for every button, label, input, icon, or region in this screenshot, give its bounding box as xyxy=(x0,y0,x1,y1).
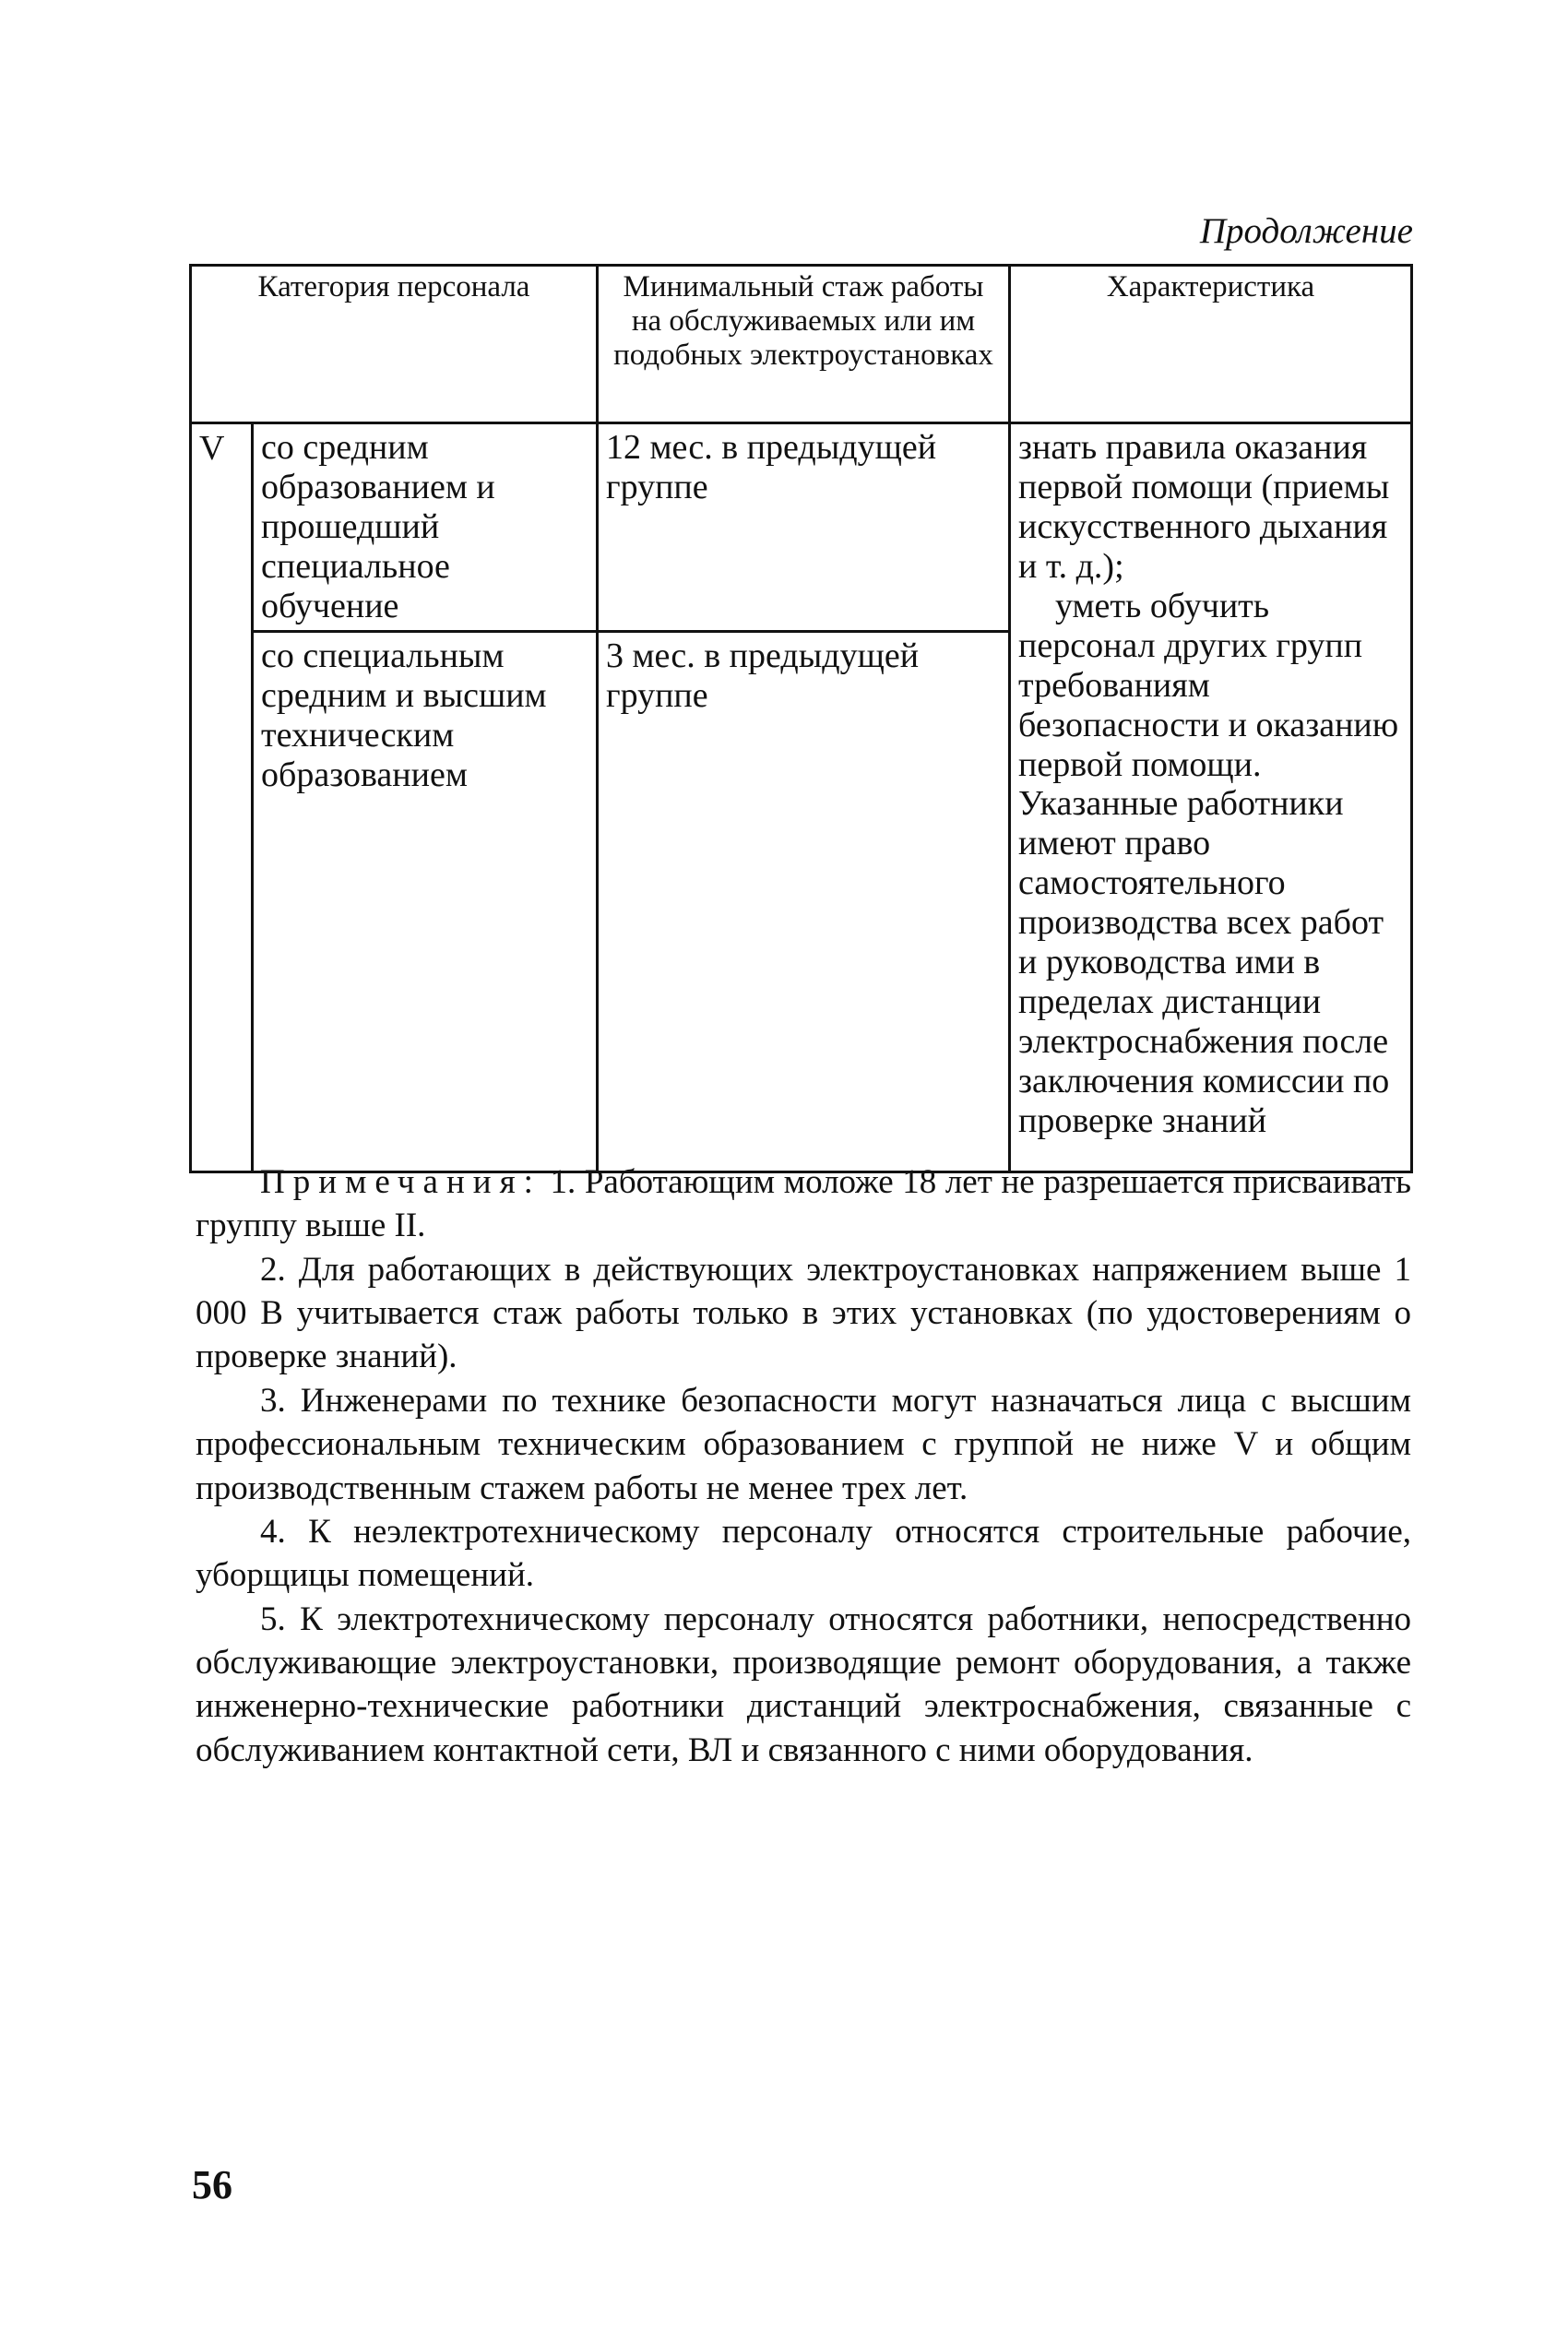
header-category: Категория персонала xyxy=(191,266,598,423)
characteristic-part-1: знать правила оказания первой помощи (приемы искусственного дыхания и т. д.); xyxy=(1018,428,1390,586)
note-item: 5. К электротехническому персоналу относятся работники, непосредственно обслуживающие электроустановки, производящие ремонт оборудования, а также инженерно-технические работники дистанций электроснабжения, связанные с обслуживанием контактной сети, ВЛ и связанного с ними оборудования. xyxy=(196,1600,1411,1769)
note-item: 3. Инженерами по технике безопасности могут назначаться лица с высшим профессиональным техническим образованием с группой не ниже V и общим производственным стажем работы не менее трех лет. xyxy=(196,1381,1411,1507)
personnel-table xyxy=(189,264,1413,1173)
characteristic-cell xyxy=(1010,423,1412,1172)
category-cell: со средним образованием и прошедший специальное обучение xyxy=(253,423,598,632)
group-number: V xyxy=(191,423,253,1172)
characteristic-part-2: уметь обучить персонал других групп требованиям безопасности и оказанию первой помощи. Указанные работники имеют право самостоятельного производства всех работ и руководства ими в пределах дистанции электроснабжения после заключения комиссии по проверке знаний xyxy=(1018,586,1399,1140)
category-cell: со специальным средним и высшим техническим образованием xyxy=(253,631,598,1171)
page-number: 56 xyxy=(192,2162,232,2207)
header-experience: Минимальный стаж работы на обслуживаемых или им подобных электроустановках xyxy=(598,266,1010,423)
table-row xyxy=(191,423,1412,632)
experience-cell: 12 мес. в предыдущей группе xyxy=(598,423,1010,632)
header-characteristic: Характеристика xyxy=(1010,266,1412,423)
table-header-row xyxy=(191,266,1412,423)
notes-section xyxy=(196,1160,1411,1772)
note-item: 4. К неэлектротехническому персоналу относятся строительные рабочие, уборщицы помещений. xyxy=(196,1512,1411,1595)
note-text: 1. Работающим моложе 18 лет не разрешается присваивать группу выше II. xyxy=(196,1163,1411,1245)
experience-cell: 3 мес. в предыдущей группе xyxy=(598,631,1010,1171)
note-item xyxy=(196,1160,1411,1248)
notes-label: Примечания: xyxy=(260,1163,541,1201)
note-item: 2. Для работающих в действующих электроустановках напряжением выше 1 000 В учитывается стаж работы только в этих установках (по удостоверениям о проверке знаний). xyxy=(196,1250,1411,1376)
continuation-label: Продолжение xyxy=(1199,211,1413,251)
